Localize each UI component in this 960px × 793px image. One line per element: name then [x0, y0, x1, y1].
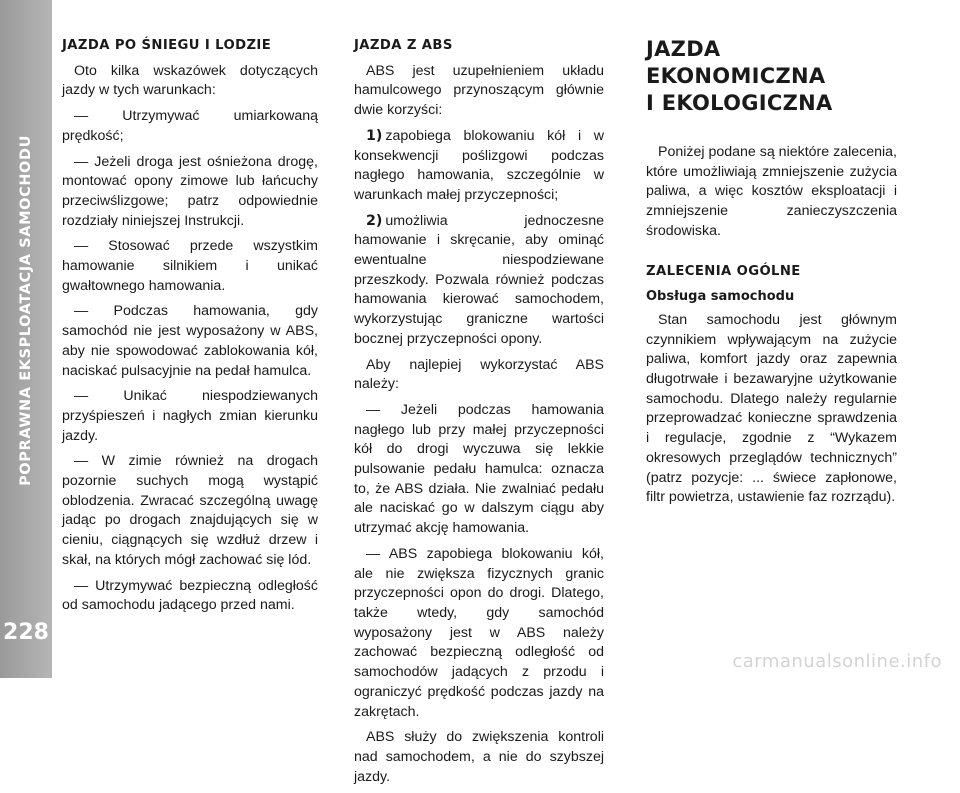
list-item: [354, 127, 604, 206]
chapter-title-line: JAZDA: [646, 37, 721, 61]
paragraph: — W zimie również na drogach pozornie suchych mogą wystąpić oblodzenia. Zwracać szczególną uwagę jadąc po drogach znajdujących się w cieniu, ciągnących się wzdłuż drzew i skał, na których mógł zachować się lód.: [62, 453, 318, 568]
chapter-title: [646, 36, 897, 117]
paragraph: — Jeżeli droga jest ośnieżona drogę, montować opony zimowe lub łańcuchy przeciwślizgowe; patrz odpowiednie rozdziały niniejszej Instrukcji.: [62, 153, 318, 229]
column-eco-driving: [646, 36, 897, 514]
column-snow-ice: [62, 36, 318, 622]
list-item: [354, 212, 604, 350]
paragraph: ABS służy do zwiększenia kontroli nad samochodem, a nie do szybszej jazdy.: [354, 729, 604, 785]
list-number: 2): [366, 212, 383, 229]
paragraph: Aby najlepiej wykorzystać ABS należy:: [354, 356, 604, 393]
list-text: zapobiega blokowaniu kół i w konsekwencji poślizgowi podczas nagłego hamowania, szczególnie w warunkach małej przyczepności;: [354, 127, 604, 203]
chapter-title-line: EKONOMICZNA: [646, 64, 826, 88]
heading-general-recommendations: ZALECENIA OGÓLNE: [646, 263, 801, 279]
paragraph: Poniżej podane są niektóre zalecenia, które umożliwiają zmniejszenie zużycia paliwa, a więc kosztów eksploatacji i zmniejszenie zanieczyszczenia środowiska.: [646, 144, 897, 239]
paragraph: — ABS zapobiega blokowaniu kół, ale nie zwiększa fizycznych granic przyczepności opon do drogi. Dlatego, także wtedy, gdy samochód wyposażony jest w ABS należy zachować bezpieczną odległość od samochodów jadących z przodu i ograniczyć prędkość podczas jazdy na zakrętach.: [354, 545, 604, 720]
section-title-vertical: [12, 30, 40, 590]
heading-vehicle-maintenance: Obsługa samochodu: [646, 289, 795, 305]
heading-snow-ice: JAZDA PO ŚNIEGU I LODZIE: [62, 38, 272, 53]
paragraph: — Utrzymywać umiarkowaną prędkość;: [62, 108, 318, 144]
paragraph: — Unikać niespodziewanych przyśpieszeń i nagłych zmian kierunku jazdy.: [62, 388, 318, 444]
watermark: carmanualsonline.info: [732, 651, 942, 672]
paragraph: — Utrzymywać bezpieczną odległość od samochodu jadącego przed nami.: [62, 577, 318, 614]
section-title-text: POPRAWNA EKSPLOATACJA SAMOCHODU: [18, 134, 34, 486]
section-sidebar: [0, 0, 52, 678]
paragraph: Oto kilka wskazówek dotyczących jazdy w tych warunkach:: [62, 62, 318, 99]
paragraph: — Podczas hamowania, gdy samochód nie jest wyposażony w ABS, aby nie spowodować zablokowania kół, naciskać pulsacyjnie na pedał hamulca.: [62, 303, 318, 379]
paragraph: — Stosować przede wszystkim hamowanie silnikiem i unikać gwałtownego hamowania.: [62, 238, 318, 294]
list-number: 1): [366, 127, 383, 144]
chapter-title-line: I EKOLOGICZNA: [646, 91, 833, 115]
page-number: 228: [3, 620, 49, 645]
paragraph: Stan samochodu jest głównym czynnikiem wpływającym na zużycie paliwa, komfort jazdy oraz zapewnia długotrwałe i bezawaryjne użytkowanie samochodu. Dlatego należy regularnie przeprowadzać konieczne sprawdzenia i regulacje, zgodnie z “Wykazem okresowych przeglądów technicznych” (patrz pozycje: ... świece zapłonowe, filtr powietrza, ustawienie faz rozrządu).: [646, 311, 897, 506]
paragraph: — Jeżeli podczas hamowania nagłego lub przy małej przyczepności kół do drogi wyczuwa się lekkie pulsowanie pedału hamulca: oznacza to, że ABS działa. Nie zwalniać pedału ale naciskać go w dalszym ciągu aby utrzymać akcję hamowania.: [354, 401, 604, 537]
heading-abs: JAZDA Z ABS: [354, 38, 453, 53]
column-abs: [354, 36, 604, 793]
list-text: umożliwia jednoczesne hamowanie i skręcanie, aby ominąć ewentualne niespodziewane przeszkody. Pozwala również podczas hamowania kierować samochodem, wykorzystując graniczne wartości bocznej przyczepności opony.: [354, 212, 604, 347]
paragraph: ABS jest uzupełnieniem układu hamulcowego przynoszącym głównie dwie korzyści:: [354, 62, 604, 119]
